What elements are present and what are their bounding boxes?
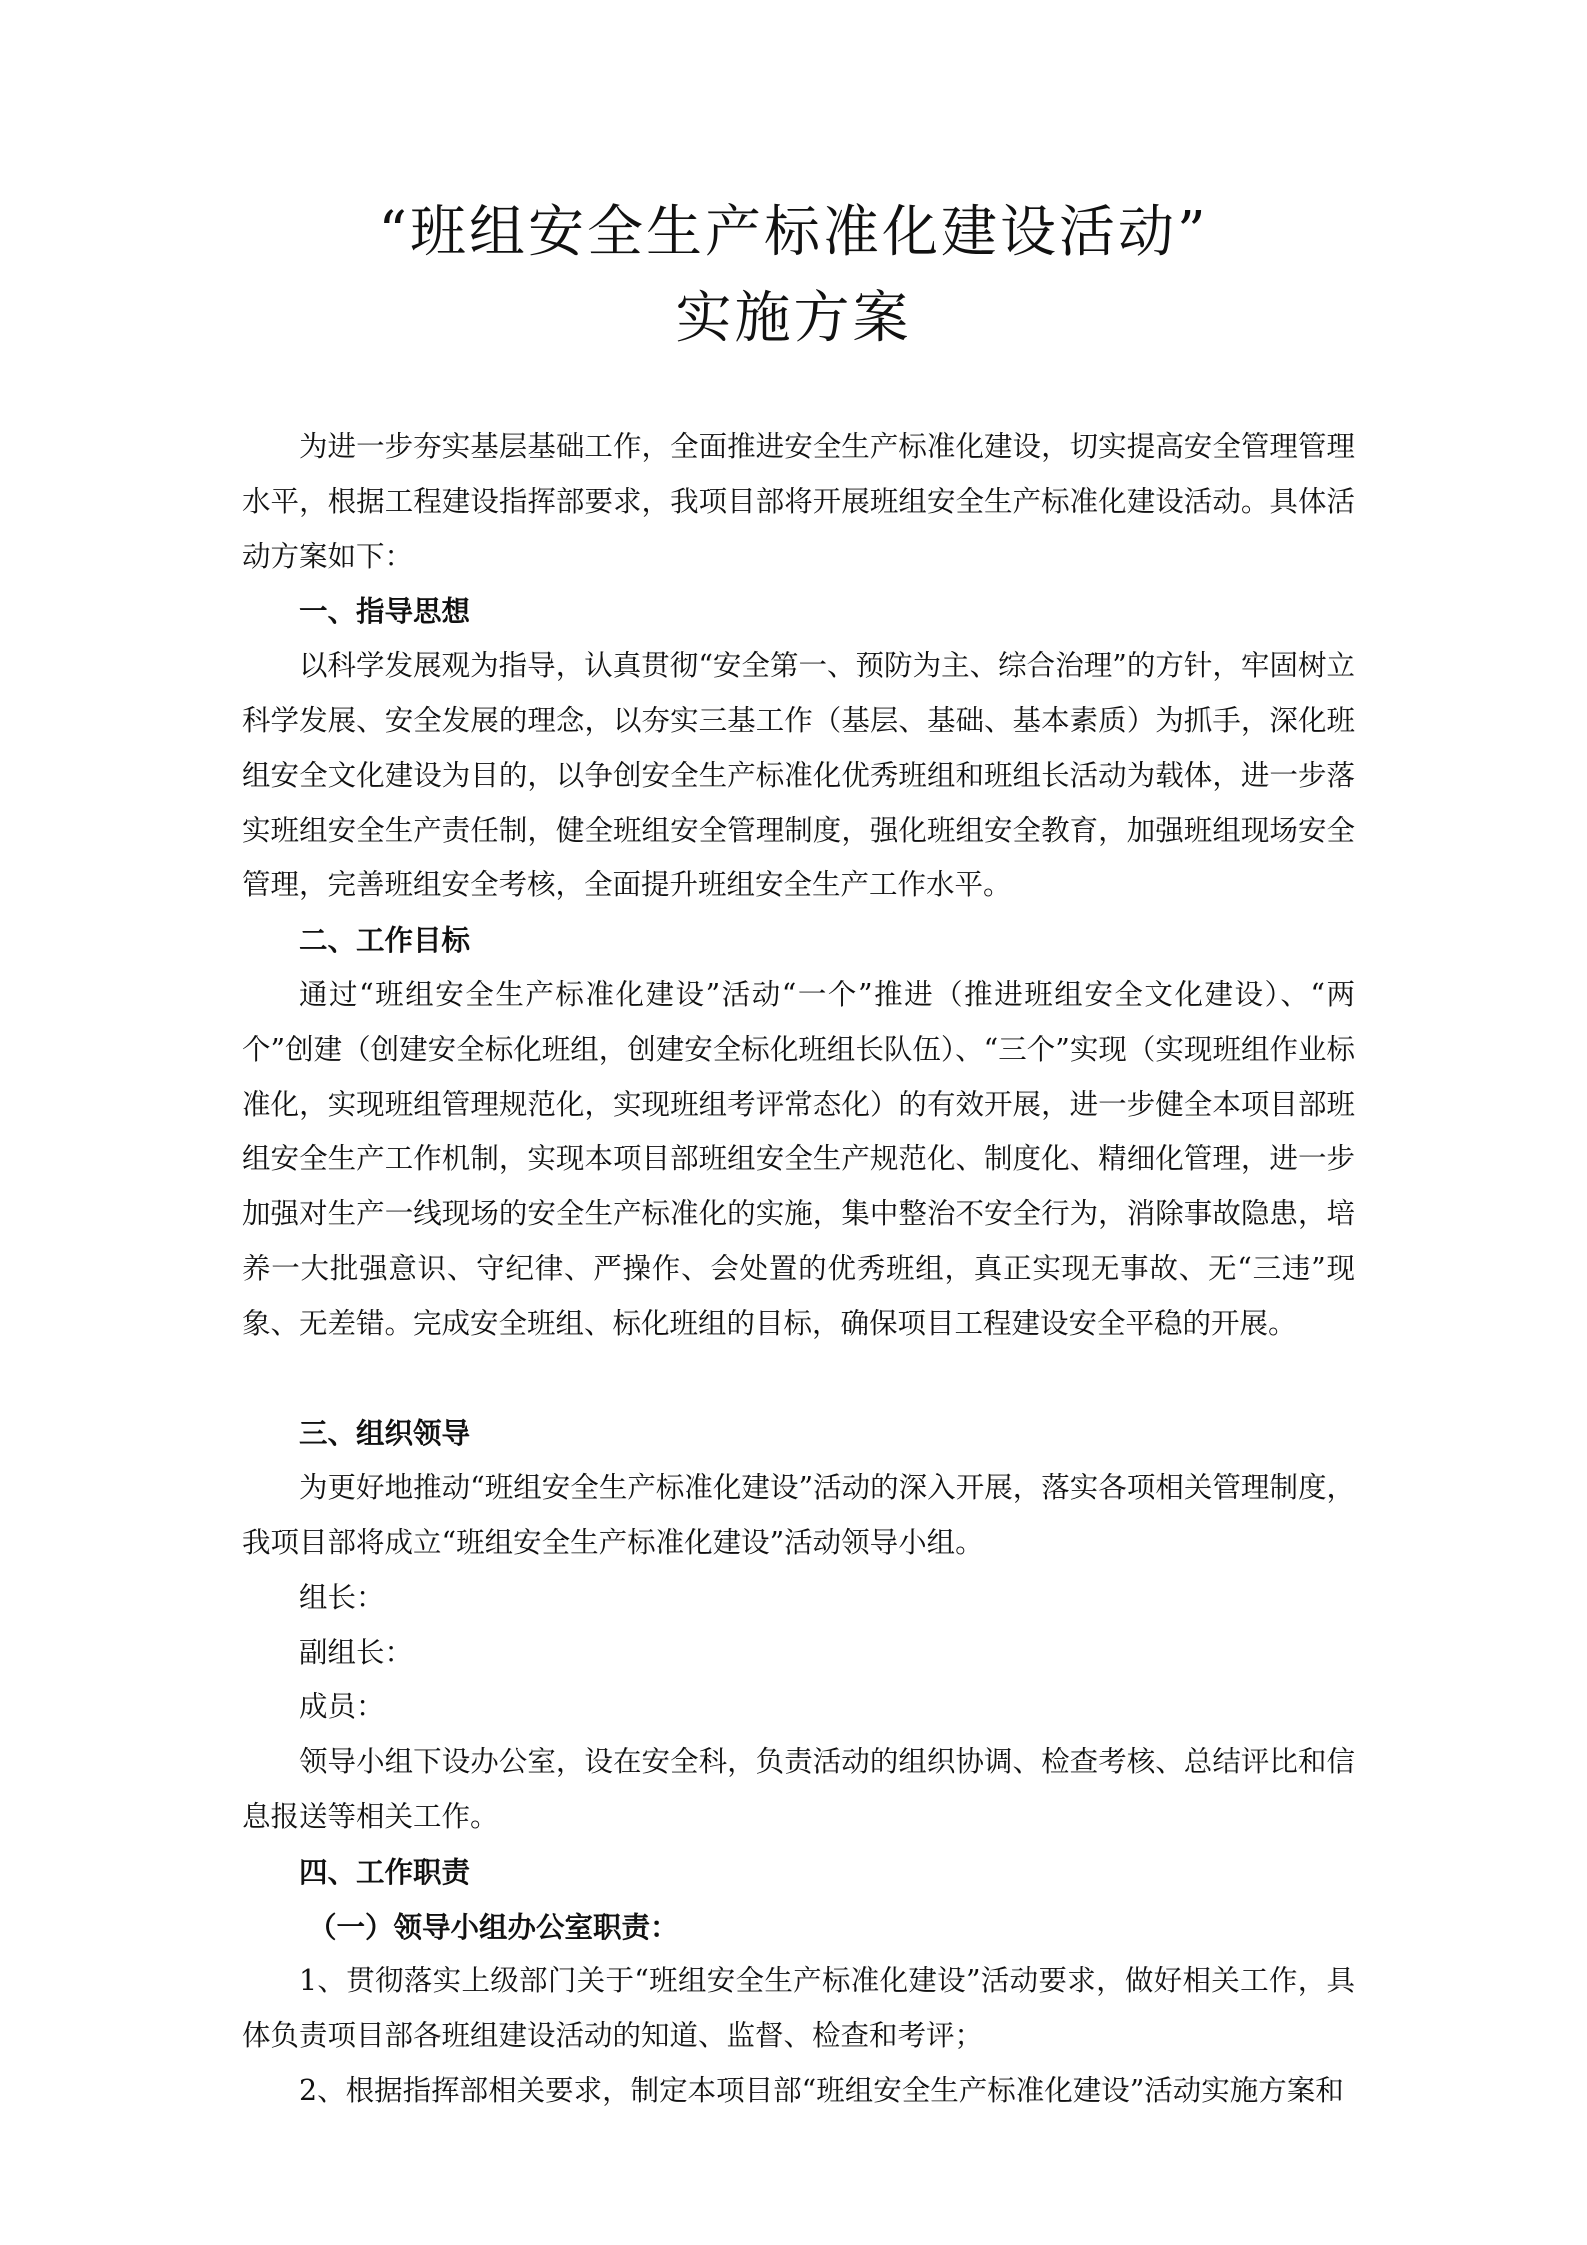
- section-heading-organization: 三、组织领导: [299, 1416, 471, 1451]
- section-heading-work-goals: 二、工作目标: [299, 923, 471, 958]
- section-heading-responsibilities: 四、工作职责: [299, 1854, 471, 1889]
- section-heading-guiding-ideology: 一、指导思想: [299, 594, 471, 629]
- leader-line: 组长：: [299, 1580, 385, 1614]
- work-goals-paragraph: 通过“班组安全生产标准化建设”活动“一个”推进（推进班组安全文化建设）、“两个”创建（创建安全标化班组，创建安全标化班组长队伍）、“三个”实现（实现班组作业标准化，实现班组管理规范化，实现班组考评常态化）的有效开展，进一步健全本项目部班组安全生产工作机制，实现本项目部班组安全生产规范化、制度化、精细化管理，进一步加强对生产一线现场的安全生产标准化的实施，集中整治不安全行为，消除事故隐患，培养一大批强意识、守纪律、严操作、会处置的优秀班组，真正实现无事故、无“三违”现象、无差错。完成安全班组、标化班组的目标，确保项目工程建设安全平稳的开展。: [242, 977, 1355, 1340]
- guiding-ideology-paragraph: 以科学发展观为指导，认真贯彻“安全第一、预防为主、综合治理”的方针，牢固树立科学发展、安全发展的理念，以夯实三基工作（基层、基础、基本素质）为抓手，深化班组安全文化建设为目的，以争创安全生产标准化优秀班组和班组长活动为载体，进一步落实班组安全生产责任制，健全班组安全管理制度，强化班组安全教育，加强班组现场安全管理，完善班组安全考核，全面提升班组安全生产工作水平。: [242, 649, 1355, 902]
- document-subtitle: 实施方案: [675, 286, 912, 351]
- document-body: [242, 420, 1355, 2119]
- deputy-leader-line: 副组长：: [299, 1635, 414, 1669]
- office-paragraph: 领导小组下设办公室，设在安全科，负责活动的组织协调、检查考核、总结评比和信息报送等相关工作。: [242, 1745, 1355, 1833]
- duty-item-1: 1、贯彻落实上级部门关于“班组安全生产标准化建设”活动要求，做好相关工作，具体负责项目部各班组建设活动的知道、监督、检查和考评；: [242, 1964, 1355, 2053]
- duty-item-2: 2、根据指挥部相关要求，制定本项目部“班组安全生产标准化建设”活动实施方案和: [299, 2073, 1344, 2107]
- document-title: “班组安全生产标准化建设活动”: [378, 200, 1209, 265]
- members-line: 成员：: [299, 1690, 385, 1724]
- intro-paragraph: 为进一步夯实基层基础工作，全面推进安全生产标准化建设，切实提高安全管理管理水平，根据工程建设指挥部要求，我项目部将开展班组安全生产标准化建设活动。具体活动方案如下：: [242, 430, 1355, 573]
- subsection-heading-office-duties: （一）领导小组办公室职责：: [308, 1909, 679, 1944]
- blank-line: [242, 1352, 1355, 1407]
- organization-paragraph: 为更好地推动“班组安全生产标准化建设”活动的深入开展，落实各项相关管理制度，我项目部将成立“班组安全生产标准化建设”活动领导小组。: [242, 1471, 1355, 1559]
- title-block: [0, 190, 1587, 362]
